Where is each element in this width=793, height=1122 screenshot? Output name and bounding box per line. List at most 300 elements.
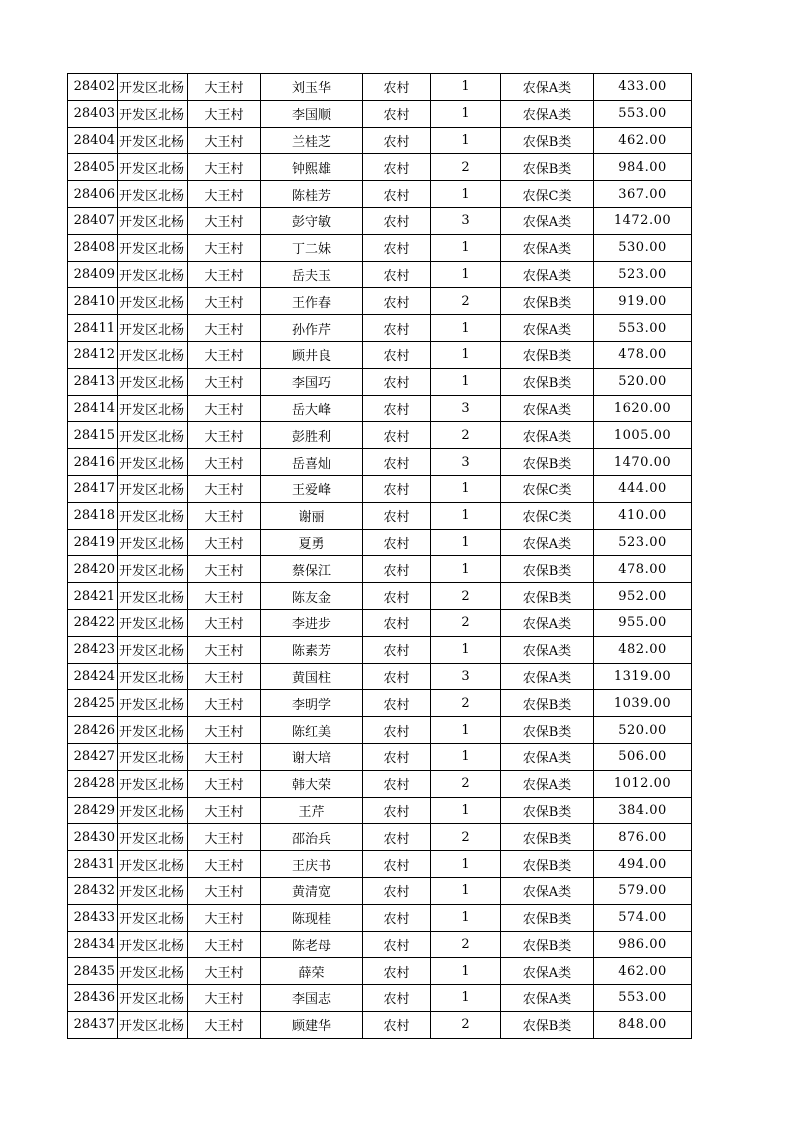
village-cell: 大王村 (188, 743, 261, 770)
type-cell: 农村 (363, 770, 431, 797)
table-row (68, 958, 692, 985)
row-id-cell: 28435 (68, 958, 118, 985)
category-cell: 农保B类 (501, 583, 594, 610)
row-id-cell: 28426 (68, 717, 118, 744)
area-cell: 开发区北杨 (118, 315, 188, 342)
table-body (68, 74, 692, 1039)
name-cell: 黄国柱 (261, 663, 363, 690)
amount-cell: 506.00 (594, 743, 692, 770)
name-cell: 蔡保江 (261, 556, 363, 583)
row-id-cell: 28437 (68, 1011, 118, 1038)
type-cell: 农村 (363, 475, 431, 502)
village-cell: 大王村 (188, 368, 261, 395)
type-cell: 农村 (363, 556, 431, 583)
table-row (68, 100, 692, 127)
table-row (68, 341, 692, 368)
category-cell: 农保A类 (501, 100, 594, 127)
village-cell: 大王村 (188, 583, 261, 610)
area-cell: 开发区北杨 (118, 663, 188, 690)
row-id-cell: 28419 (68, 529, 118, 556)
category-cell: 农保A类 (501, 395, 594, 422)
type-cell: 农村 (363, 288, 431, 315)
data-table (67, 73, 692, 1039)
type-cell: 农村 (363, 985, 431, 1012)
table-row (68, 529, 692, 556)
row-id-cell: 28414 (68, 395, 118, 422)
category-cell: 农保B类 (501, 154, 594, 181)
category-cell: 农保A类 (501, 770, 594, 797)
table-row (68, 690, 692, 717)
category-cell: 农保A类 (501, 636, 594, 663)
count-cell: 2 (431, 1011, 501, 1038)
table-row (68, 609, 692, 636)
area-cell: 开发区北杨 (118, 74, 188, 101)
name-cell: 韩大荣 (261, 770, 363, 797)
type-cell: 农村 (363, 824, 431, 851)
count-cell: 2 (431, 824, 501, 851)
row-id-cell: 28417 (68, 475, 118, 502)
table-row (68, 502, 692, 529)
category-cell: 农保A类 (501, 422, 594, 449)
area-cell: 开发区北杨 (118, 422, 188, 449)
village-cell: 大王村 (188, 74, 261, 101)
type-cell: 农村 (363, 1011, 431, 1038)
type-cell: 农村 (363, 261, 431, 288)
village-cell: 大王村 (188, 207, 261, 234)
area-cell: 开发区北杨 (118, 529, 188, 556)
count-cell: 1 (431, 529, 501, 556)
row-id-cell: 28428 (68, 770, 118, 797)
area-cell: 开发区北杨 (118, 502, 188, 529)
area-cell: 开发区北杨 (118, 717, 188, 744)
village-cell: 大王村 (188, 181, 261, 208)
type-cell: 农村 (363, 583, 431, 610)
name-cell: 丁二妹 (261, 234, 363, 261)
amount-cell: 1012.00 (594, 770, 692, 797)
area-cell: 开发区北杨 (118, 368, 188, 395)
type-cell: 农村 (363, 207, 431, 234)
area-cell: 开发区北杨 (118, 609, 188, 636)
amount-cell: 1470.00 (594, 449, 692, 476)
amount-cell: 952.00 (594, 583, 692, 610)
row-id-cell: 28416 (68, 449, 118, 476)
table-row (68, 931, 692, 958)
area-cell: 开发区北杨 (118, 261, 188, 288)
amount-cell: 848.00 (594, 1011, 692, 1038)
area-cell: 开发区北杨 (118, 234, 188, 261)
table-row (68, 234, 692, 261)
name-cell: 兰桂芝 (261, 127, 363, 154)
count-cell: 1 (431, 502, 501, 529)
row-id-cell: 28418 (68, 502, 118, 529)
count-cell: 1 (431, 556, 501, 583)
type-cell: 农村 (363, 449, 431, 476)
name-cell: 岳夫玉 (261, 261, 363, 288)
village-cell: 大王村 (188, 234, 261, 261)
table-row (68, 449, 692, 476)
row-id-cell: 28406 (68, 181, 118, 208)
name-cell: 顾建华 (261, 1011, 363, 1038)
amount-cell: 1005.00 (594, 422, 692, 449)
table-row (68, 315, 692, 342)
type-cell: 农村 (363, 315, 431, 342)
name-cell: 邵治兵 (261, 824, 363, 851)
table-row (68, 877, 692, 904)
row-id-cell: 28424 (68, 663, 118, 690)
village-cell: 大王村 (188, 663, 261, 690)
name-cell: 陈现桂 (261, 904, 363, 931)
type-cell: 农村 (363, 931, 431, 958)
name-cell: 顾井良 (261, 341, 363, 368)
row-id-cell: 28436 (68, 985, 118, 1012)
name-cell: 李国巧 (261, 368, 363, 395)
category-cell: 农保A类 (501, 315, 594, 342)
name-cell: 陈素芳 (261, 636, 363, 663)
category-cell: 农保B类 (501, 851, 594, 878)
row-id-cell: 28408 (68, 234, 118, 261)
amount-cell: 410.00 (594, 502, 692, 529)
amount-cell: 530.00 (594, 234, 692, 261)
table-row (68, 261, 692, 288)
count-cell: 1 (431, 261, 501, 288)
category-cell: 农保B类 (501, 1011, 594, 1038)
count-cell: 1 (431, 636, 501, 663)
table-row (68, 207, 692, 234)
village-cell: 大王村 (188, 395, 261, 422)
table-row (68, 904, 692, 931)
area-cell: 开发区北杨 (118, 100, 188, 127)
row-id-cell: 28413 (68, 368, 118, 395)
amount-cell: 520.00 (594, 368, 692, 395)
village-cell: 大王村 (188, 341, 261, 368)
category-cell: 农保B类 (501, 904, 594, 931)
amount-cell: 553.00 (594, 315, 692, 342)
amount-cell: 462.00 (594, 958, 692, 985)
village-cell: 大王村 (188, 717, 261, 744)
village-cell: 大王村 (188, 449, 261, 476)
category-cell: 农保C类 (501, 475, 594, 502)
name-cell: 王爱峰 (261, 475, 363, 502)
area-cell: 开发区北杨 (118, 797, 188, 824)
amount-cell: 553.00 (594, 985, 692, 1012)
village-cell: 大王村 (188, 154, 261, 181)
category-cell: 农保B类 (501, 449, 594, 476)
amount-cell: 444.00 (594, 475, 692, 502)
row-id-cell: 28431 (68, 851, 118, 878)
table-row (68, 770, 692, 797)
amount-cell: 1319.00 (594, 663, 692, 690)
row-id-cell: 28403 (68, 100, 118, 127)
row-id-cell: 28415 (68, 422, 118, 449)
amount-cell: 955.00 (594, 609, 692, 636)
name-cell: 李进步 (261, 609, 363, 636)
village-cell: 大王村 (188, 315, 261, 342)
village-cell: 大王村 (188, 636, 261, 663)
area-cell: 开发区北杨 (118, 207, 188, 234)
amount-cell: 1620.00 (594, 395, 692, 422)
category-cell: 农保B类 (501, 556, 594, 583)
village-cell: 大王村 (188, 824, 261, 851)
name-cell: 陈老母 (261, 931, 363, 958)
count-cell: 1 (431, 181, 501, 208)
row-id-cell: 28433 (68, 904, 118, 931)
row-id-cell: 28422 (68, 609, 118, 636)
count-cell: 1 (431, 100, 501, 127)
category-cell: 农保A类 (501, 74, 594, 101)
count-cell: 3 (431, 207, 501, 234)
area-cell: 开发区北杨 (118, 395, 188, 422)
count-cell: 2 (431, 288, 501, 315)
amount-cell: 579.00 (594, 877, 692, 904)
table-row (68, 743, 692, 770)
type-cell: 农村 (363, 341, 431, 368)
area-cell: 开发区北杨 (118, 824, 188, 851)
count-cell: 2 (431, 931, 501, 958)
area-cell: 开发区北杨 (118, 341, 188, 368)
category-cell: 农保A类 (501, 207, 594, 234)
type-cell: 农村 (363, 154, 431, 181)
table-row (68, 636, 692, 663)
name-cell: 岳大峰 (261, 395, 363, 422)
row-id-cell: 28402 (68, 74, 118, 101)
name-cell: 黄清宽 (261, 877, 363, 904)
count-cell: 2 (431, 154, 501, 181)
name-cell: 彭胜利 (261, 422, 363, 449)
table-row (68, 851, 692, 878)
category-cell: 农保B类 (501, 690, 594, 717)
area-cell: 开发区北杨 (118, 1011, 188, 1038)
row-id-cell: 28409 (68, 261, 118, 288)
village-cell: 大王村 (188, 100, 261, 127)
table-row (68, 475, 692, 502)
count-cell: 1 (431, 717, 501, 744)
amount-cell: 482.00 (594, 636, 692, 663)
name-cell: 岳喜灿 (261, 449, 363, 476)
category-cell: 农保C类 (501, 502, 594, 529)
table-row (68, 288, 692, 315)
table-row (68, 824, 692, 851)
amount-cell: 478.00 (594, 556, 692, 583)
table-row (68, 422, 692, 449)
type-cell: 农村 (363, 368, 431, 395)
amount-cell: 1472.00 (594, 207, 692, 234)
type-cell: 农村 (363, 636, 431, 663)
amount-cell: 462.00 (594, 127, 692, 154)
row-id-cell: 28407 (68, 207, 118, 234)
count-cell: 3 (431, 449, 501, 476)
type-cell: 农村 (363, 904, 431, 931)
area-cell: 开发区北杨 (118, 154, 188, 181)
village-cell: 大王村 (188, 127, 261, 154)
count-cell: 2 (431, 422, 501, 449)
name-cell: 夏勇 (261, 529, 363, 556)
count-cell: 1 (431, 74, 501, 101)
amount-cell: 986.00 (594, 931, 692, 958)
type-cell: 农村 (363, 234, 431, 261)
row-id-cell: 28434 (68, 931, 118, 958)
village-cell: 大王村 (188, 529, 261, 556)
amount-cell: 367.00 (594, 181, 692, 208)
amount-cell: 478.00 (594, 341, 692, 368)
village-cell: 大王村 (188, 877, 261, 904)
row-id-cell: 28421 (68, 583, 118, 610)
area-cell: 开发区北杨 (118, 985, 188, 1012)
row-id-cell: 28404 (68, 127, 118, 154)
village-cell: 大王村 (188, 422, 261, 449)
category-cell: 农保B类 (501, 824, 594, 851)
type-cell: 农村 (363, 877, 431, 904)
type-cell: 农村 (363, 181, 431, 208)
category-cell: 农保A类 (501, 663, 594, 690)
count-cell: 2 (431, 583, 501, 610)
area-cell: 开发区北杨 (118, 904, 188, 931)
count-cell: 1 (431, 475, 501, 502)
category-cell: 农保A类 (501, 609, 594, 636)
area-cell: 开发区北杨 (118, 636, 188, 663)
table-row (68, 181, 692, 208)
count-cell: 1 (431, 234, 501, 261)
village-cell: 大王村 (188, 261, 261, 288)
table-row (68, 368, 692, 395)
row-id-cell: 28420 (68, 556, 118, 583)
amount-cell: 1039.00 (594, 690, 692, 717)
category-cell: 农保B类 (501, 797, 594, 824)
category-cell: 农保A类 (501, 877, 594, 904)
row-id-cell: 28412 (68, 341, 118, 368)
area-cell: 开发区北杨 (118, 449, 188, 476)
name-cell: 孙作芹 (261, 315, 363, 342)
row-id-cell: 28429 (68, 797, 118, 824)
village-cell: 大王村 (188, 985, 261, 1012)
name-cell: 陈友金 (261, 583, 363, 610)
type-cell: 农村 (363, 851, 431, 878)
name-cell: 李国顺 (261, 100, 363, 127)
count-cell: 1 (431, 743, 501, 770)
category-cell: 农保A类 (501, 985, 594, 1012)
village-cell: 大王村 (188, 609, 261, 636)
area-cell: 开发区北杨 (118, 851, 188, 878)
category-cell: 农保A类 (501, 529, 594, 556)
count-cell: 1 (431, 877, 501, 904)
count-cell: 2 (431, 770, 501, 797)
type-cell: 农村 (363, 529, 431, 556)
type-cell: 农村 (363, 743, 431, 770)
village-cell: 大王村 (188, 556, 261, 583)
name-cell: 王芹 (261, 797, 363, 824)
village-cell: 大王村 (188, 288, 261, 315)
table-row (68, 74, 692, 101)
name-cell: 刘玉华 (261, 74, 363, 101)
count-cell: 1 (431, 985, 501, 1012)
area-cell: 开发区北杨 (118, 127, 188, 154)
village-cell: 大王村 (188, 1011, 261, 1038)
area-cell: 开发区北杨 (118, 181, 188, 208)
category-cell: 农保A类 (501, 958, 594, 985)
amount-cell: 876.00 (594, 824, 692, 851)
type-cell: 农村 (363, 609, 431, 636)
area-cell: 开发区北杨 (118, 583, 188, 610)
amount-cell: 553.00 (594, 100, 692, 127)
amount-cell: 919.00 (594, 288, 692, 315)
amount-cell: 384.00 (594, 797, 692, 824)
name-cell: 钟熙雄 (261, 154, 363, 181)
table-row (68, 154, 692, 181)
table-row (68, 985, 692, 1012)
table-row (68, 583, 692, 610)
row-id-cell: 28432 (68, 877, 118, 904)
area-cell: 开发区北杨 (118, 475, 188, 502)
category-cell: 农保A类 (501, 743, 594, 770)
village-cell: 大王村 (188, 931, 261, 958)
name-cell: 谢大培 (261, 743, 363, 770)
village-cell: 大王村 (188, 502, 261, 529)
count-cell: 1 (431, 797, 501, 824)
row-id-cell: 28430 (68, 824, 118, 851)
category-cell: 农保A类 (501, 234, 594, 261)
name-cell: 王庆书 (261, 851, 363, 878)
type-cell: 农村 (363, 958, 431, 985)
area-cell: 开发区北杨 (118, 931, 188, 958)
type-cell: 农村 (363, 502, 431, 529)
category-cell: 农保B类 (501, 288, 594, 315)
row-id-cell: 28423 (68, 636, 118, 663)
amount-cell: 523.00 (594, 529, 692, 556)
table-row (68, 797, 692, 824)
village-cell: 大王村 (188, 770, 261, 797)
name-cell: 陈红美 (261, 717, 363, 744)
table-row (68, 1011, 692, 1038)
count-cell: 1 (431, 127, 501, 154)
category-cell: 农保B类 (501, 931, 594, 958)
table-row (68, 127, 692, 154)
name-cell: 薛荣 (261, 958, 363, 985)
village-cell: 大王村 (188, 690, 261, 717)
type-cell: 农村 (363, 717, 431, 744)
amount-cell: 574.00 (594, 904, 692, 931)
type-cell: 农村 (363, 127, 431, 154)
amount-cell: 984.00 (594, 154, 692, 181)
row-id-cell: 28425 (68, 690, 118, 717)
amount-cell: 523.00 (594, 261, 692, 288)
category-cell: 农保B类 (501, 127, 594, 154)
village-cell: 大王村 (188, 851, 261, 878)
name-cell: 谢丽 (261, 502, 363, 529)
area-cell: 开发区北杨 (118, 770, 188, 797)
name-cell: 陈桂芳 (261, 181, 363, 208)
table-row (68, 395, 692, 422)
count-cell: 1 (431, 904, 501, 931)
category-cell: 农保A类 (501, 261, 594, 288)
type-cell: 农村 (363, 74, 431, 101)
table-row (68, 556, 692, 583)
amount-cell: 520.00 (594, 717, 692, 744)
row-id-cell: 28411 (68, 315, 118, 342)
amount-cell: 433.00 (594, 74, 692, 101)
count-cell: 1 (431, 341, 501, 368)
area-cell: 开发区北杨 (118, 690, 188, 717)
area-cell: 开发区北杨 (118, 743, 188, 770)
village-cell: 大王村 (188, 958, 261, 985)
type-cell: 农村 (363, 690, 431, 717)
name-cell: 王作春 (261, 288, 363, 315)
amount-cell: 494.00 (594, 851, 692, 878)
name-cell: 李明学 (261, 690, 363, 717)
row-id-cell: 28405 (68, 154, 118, 181)
count-cell: 2 (431, 609, 501, 636)
type-cell: 农村 (363, 100, 431, 127)
count-cell: 2 (431, 690, 501, 717)
category-cell: 农保C类 (501, 181, 594, 208)
